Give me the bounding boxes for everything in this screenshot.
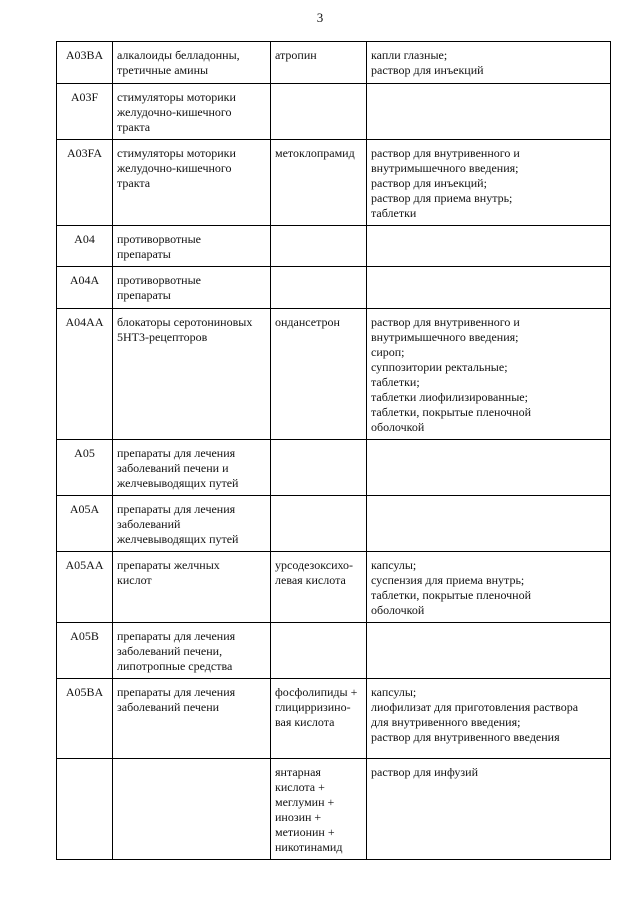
table-row [57,226,611,267]
dosage-forms-line: сироп; [371,345,405,359]
group-name-cell [113,84,271,140]
drug-name-line: фосфолипиды + [275,685,358,699]
group-name-cell [113,623,271,679]
atc-code-cell [57,759,113,860]
drug-name-line: глицирризино- [275,700,351,714]
group-name-line: желчевыводящих путей [117,532,239,546]
dosage-forms-cell [367,267,611,309]
table-body [57,42,611,860]
group-name-line: препараты для лечения [117,446,236,460]
group-name-line: заболеваний печени, [117,644,223,658]
table-row [57,42,611,84]
group-name-line: блокаторы серотониновых [117,315,253,329]
dosage-forms-cell [367,84,611,140]
drug-name-line: ондансетрон [275,315,340,329]
atc-code-cell: A05AA [57,552,113,623]
dosage-forms-cell [367,759,611,860]
group-name-cell [113,759,271,860]
drug-name-cell [271,679,367,759]
group-name-line: препараты для лечения [117,629,236,643]
dosage-forms-line: раствор для инъекций [371,63,484,77]
dosage-forms-line: раствор для внутривенного и [371,146,520,160]
group-name-cell [113,267,271,309]
drug-name-line: левая кислота [275,573,346,587]
drug-name-line: метионин + [275,825,335,839]
dosage-forms-cell [367,440,611,496]
group-name-line: тракта [117,176,151,190]
dosage-forms-cell [367,496,611,552]
group-name-line: желудочно-кишечного [117,161,232,175]
dosage-forms-cell [367,679,611,759]
group-name-cell [113,440,271,496]
table-row [57,84,611,140]
drug-name-cell [271,759,367,860]
table-row [57,552,611,623]
group-name-cell [113,496,271,552]
atc-code-cell: A03FA [57,140,113,226]
dosage-forms-line: суппозитории ректальные; [371,360,508,374]
drug-name-line: меглумин + [275,795,335,809]
group-name-line: третичные амины [117,63,209,77]
drug-name-cell [271,267,367,309]
group-name-line: тракта [117,120,151,134]
dosage-forms-line: суспензия для приема внутрь; [371,573,525,587]
drug-name-line: урсодезоксихо- [275,558,354,572]
page-number: 3 [316,10,324,25]
drug-name-line: атропин [275,48,317,62]
group-name-line: желудочно-кишечного [117,105,232,119]
table-row [57,309,611,440]
drug-table [56,41,611,860]
drug-name-cell [271,84,367,140]
group-name-line: противорвотные [117,232,201,246]
drug-name-line: янтарная [275,765,321,779]
drug-name-cell [271,140,367,226]
atc-code-cell: A05A [57,496,113,552]
drug-name-cell [271,496,367,552]
table-row [57,759,611,860]
table-row [57,679,611,759]
atc-code-cell: A04AA [57,309,113,440]
group-name-line: стимуляторы моторики [117,90,236,104]
dosage-forms-line: таблетки, покрытые пленочной [371,588,532,602]
dosage-forms-line: раствор для инъекций; [371,176,487,190]
group-name-line: алкалоиды белладонны, [117,48,240,62]
dosage-forms-cell [367,226,611,267]
group-name-cell [113,42,271,84]
dosage-forms-line: оболочкой [371,603,425,617]
dosage-forms-cell [367,623,611,679]
group-name-line: липотропные средства [117,659,233,673]
drug-name-cell [271,440,367,496]
group-name-line: препараты желчных [117,558,220,572]
group-name-line: препараты [117,288,171,302]
group-name-line: противорвотные [117,273,201,287]
dosage-forms-line: для внутривенного введения; [371,715,521,729]
drug-name-line: метоклопрамид [275,146,355,160]
group-name-line: заболеваний печени и [117,461,229,475]
dosage-forms-cell [367,42,611,84]
dosage-forms-line: таблетки, покрытые пленочной [371,405,532,419]
atc-code-cell: A05 [57,440,113,496]
dosage-forms-line: внутримышечного введения; [371,161,519,175]
atc-code-cell: A03BA [57,42,113,84]
group-name-line: препараты для лечения [117,502,236,516]
dosage-forms-line: раствор для приема внутрь; [371,191,513,205]
group-name-line: заболеваний [117,517,181,531]
group-name-line: препараты для лечения [117,685,236,699]
group-name-line: заболеваний печени [117,700,220,714]
group-name-line: 5HT3-рецепторов [117,330,208,344]
drug-name-cell [271,623,367,679]
group-name-cell [113,140,271,226]
dosage-forms-line: внутримышечного введения; [371,330,519,344]
drug-name-line: вая кислота [275,715,335,729]
group-name-cell [113,552,271,623]
dosage-forms-line: раствор для инфузий [371,765,478,779]
dosage-forms-line: капсулы; [371,558,417,572]
atc-code-cell: A05B [57,623,113,679]
group-name-cell [113,309,271,440]
dosage-forms-line: капли глазные; [371,48,448,62]
group-name-line: стимуляторы моторики [117,146,236,160]
dosage-forms-line: лиофилизат для приготовления раствора [371,700,579,714]
atc-code-cell: A05BA [57,679,113,759]
drug-name-line: инозин + [275,810,322,824]
dosage-forms-line: таблетки [371,206,417,220]
atc-code-cell: A03F [57,84,113,140]
dosage-forms-line: раствор для внутривенного введения [371,730,560,744]
dosage-forms-cell [367,309,611,440]
dosage-forms-line: таблетки лиофилизированные; [371,390,528,404]
table-row [57,140,611,226]
drug-name-cell [271,226,367,267]
dosage-forms-cell [367,140,611,226]
group-name-cell [113,679,271,759]
drug-name-cell [271,309,367,440]
dosage-forms-line: оболочкой [371,420,425,434]
dosage-forms-line: раствор для внутривенного и [371,315,520,329]
drug-name-cell [271,42,367,84]
dosage-forms-cell [367,552,611,623]
table-row [57,623,611,679]
group-name-line: желчевыводящих путей [117,476,239,490]
atc-code-cell: A04A [57,267,113,309]
drug-name-line: никотинамид [275,840,343,854]
drug-name-cell [271,552,367,623]
group-name-line: кислот [117,573,152,587]
drug-name-line: кислота + [275,780,325,794]
atc-code-cell: A04 [57,226,113,267]
group-name-cell [113,226,271,267]
table-row [57,267,611,309]
group-name-line: препараты [117,247,171,261]
dosage-forms-line: капсулы; [371,685,417,699]
table-row [57,496,611,552]
dosage-forms-line: таблетки; [371,375,420,389]
table-row [57,440,611,496]
